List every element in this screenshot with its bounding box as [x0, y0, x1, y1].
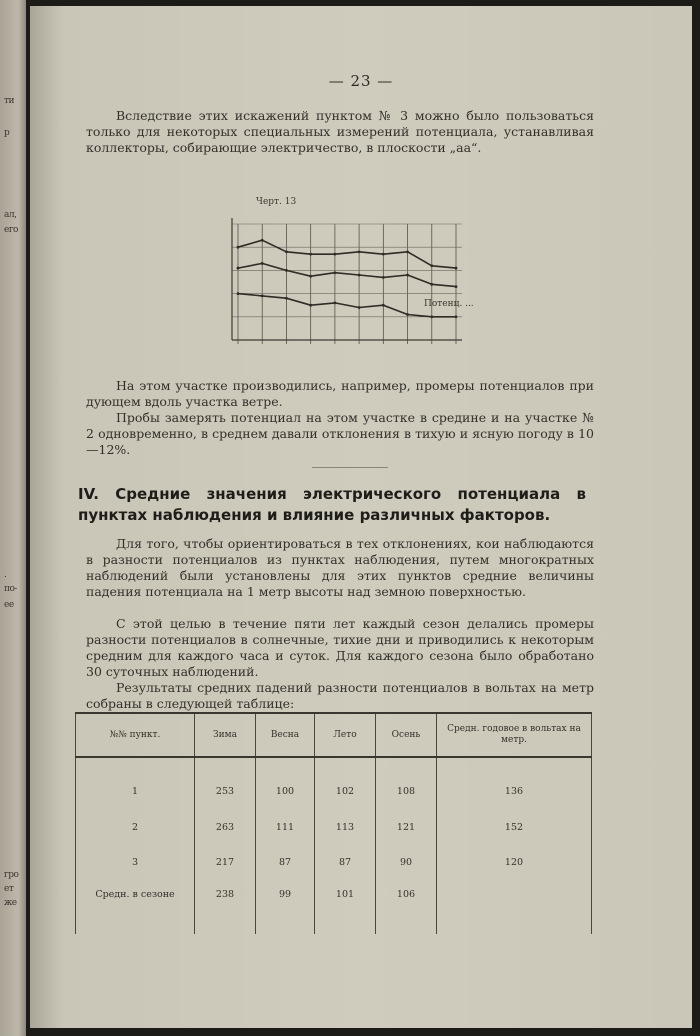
paragraph-4: Для того, чтобы ориентироваться в тех отклонениях, кои наблюдаются в разности потенциалов из пунктах наблюдения, путем многократных наблюдений были установлены для этих пунктов средние величины падения потенциала на 1 метр высоты над земною поверхностью. [86, 536, 594, 599]
data-point [261, 262, 264, 265]
data-point [430, 264, 433, 267]
table-cell: 100 [256, 774, 315, 810]
header-cell: Осень [376, 713, 437, 757]
data-point [358, 250, 361, 253]
header-cell: Зима [195, 713, 256, 757]
data-point [382, 304, 385, 307]
section-heading: IV. Средние значения электрического потенциала в пунктах наблюдения и влияние различных факторов. [78, 485, 586, 524]
table-row [76, 774, 592, 810]
paragraph-6: Результаты средних падений разности потенциалов в вольтах на метр собраны в следующей таблице: [86, 680, 594, 711]
line-chart [198, 188, 474, 358]
table-cell: 1 [76, 774, 195, 810]
table-cell: 136 [437, 774, 592, 810]
table-cell: 113 [315, 809, 376, 845]
data-point [358, 274, 361, 277]
table-header-row [76, 713, 592, 757]
data-point [285, 250, 288, 253]
table-row [76, 809, 592, 845]
data-point [309, 275, 312, 278]
table-cell: 263 [195, 809, 256, 845]
paragraph-1: Вследствие этих искажений пунктом № 3 можно было пользоваться только для некоторых специальных измерений потенциала, устанавливая коллекторы, собирающие электричество, в плоскости „aa“. [86, 108, 594, 155]
data-point [309, 253, 312, 256]
data-point [261, 239, 264, 242]
table-cell: 121 [376, 809, 437, 845]
paragraph-2: На этом участке производились, например, промеры потенциалов при дующем вдоль участка ветре. [86, 378, 594, 409]
adjacent-page-edge: ти р ал, его . по- ее гро ет же [0, 0, 26, 1036]
series-line-1 [238, 240, 456, 268]
data-point [455, 285, 458, 288]
table-cell: 238 [195, 881, 256, 934]
table-row [76, 845, 592, 881]
data-point [285, 297, 288, 300]
table-cell: 102 [315, 774, 376, 810]
data-point [406, 274, 409, 277]
data-point [333, 253, 336, 256]
data-point [382, 276, 385, 279]
table-cell [437, 881, 592, 934]
data-point [237, 246, 240, 249]
data-point [358, 306, 361, 309]
table-cell: Средн. в сезоне [76, 881, 195, 934]
data-point [406, 250, 409, 253]
table-cell: 106 [376, 881, 437, 934]
potential-table [75, 712, 592, 934]
table-cell: 217 [195, 845, 256, 881]
data-point [430, 283, 433, 286]
paragraph-5: С этой целью в течение пяти лет каждый сезон делались промеры разности потенциалов в солнечные, тихие дни и приводились к некоторым средним для каждого часа и суток. Для каждого сезона было обработано 30 суточных наблюдений. [86, 616, 594, 679]
data-point [406, 313, 409, 316]
data-point [333, 271, 336, 274]
data-point [285, 269, 288, 272]
data-point [382, 253, 385, 256]
table-row [76, 881, 592, 934]
table-cell: 111 [256, 809, 315, 845]
table-cell: 101 [315, 881, 376, 934]
table-cell: 120 [437, 845, 592, 881]
data-point [261, 295, 264, 298]
section-divider [312, 467, 388, 468]
table-cell: 3 [76, 845, 195, 881]
table-cell: 87 [315, 845, 376, 881]
table-cell: 99 [256, 881, 315, 934]
table-cell: 90 [376, 845, 437, 881]
header-cell: Весна [256, 713, 315, 757]
header-cell: Лето [315, 713, 376, 757]
table-cell: 253 [195, 774, 256, 810]
chart-annotation: Потенц. ... [424, 299, 474, 309]
page-number: — 23 — [328, 72, 394, 90]
chart-title: Черт. 13 [256, 197, 297, 207]
data-point [455, 267, 458, 270]
book-page [30, 6, 692, 1028]
data-point [430, 315, 433, 318]
data-point [455, 315, 458, 318]
data-point [333, 301, 336, 304]
data-point [237, 292, 240, 295]
table-cell: 108 [376, 774, 437, 810]
table-spacer-row [76, 757, 592, 774]
table-cell: 152 [437, 809, 592, 845]
header-cell: Средн. годовое в вольтах на метр. [437, 713, 592, 757]
header-cell: №№ пункт. [76, 713, 195, 757]
paragraph-3: Пробы замерять потенциал на этом участке в средине и на участке № 2 одновременно, в среднем давали отклонения в тихую и ясную погоду в 10—12%. [86, 410, 594, 457]
data-point [309, 304, 312, 307]
series-line-2 [238, 263, 456, 286]
table-cell: 87 [256, 845, 315, 881]
figure-chart [198, 188, 474, 358]
table-cell: 2 [76, 809, 195, 845]
data-point [237, 267, 240, 270]
